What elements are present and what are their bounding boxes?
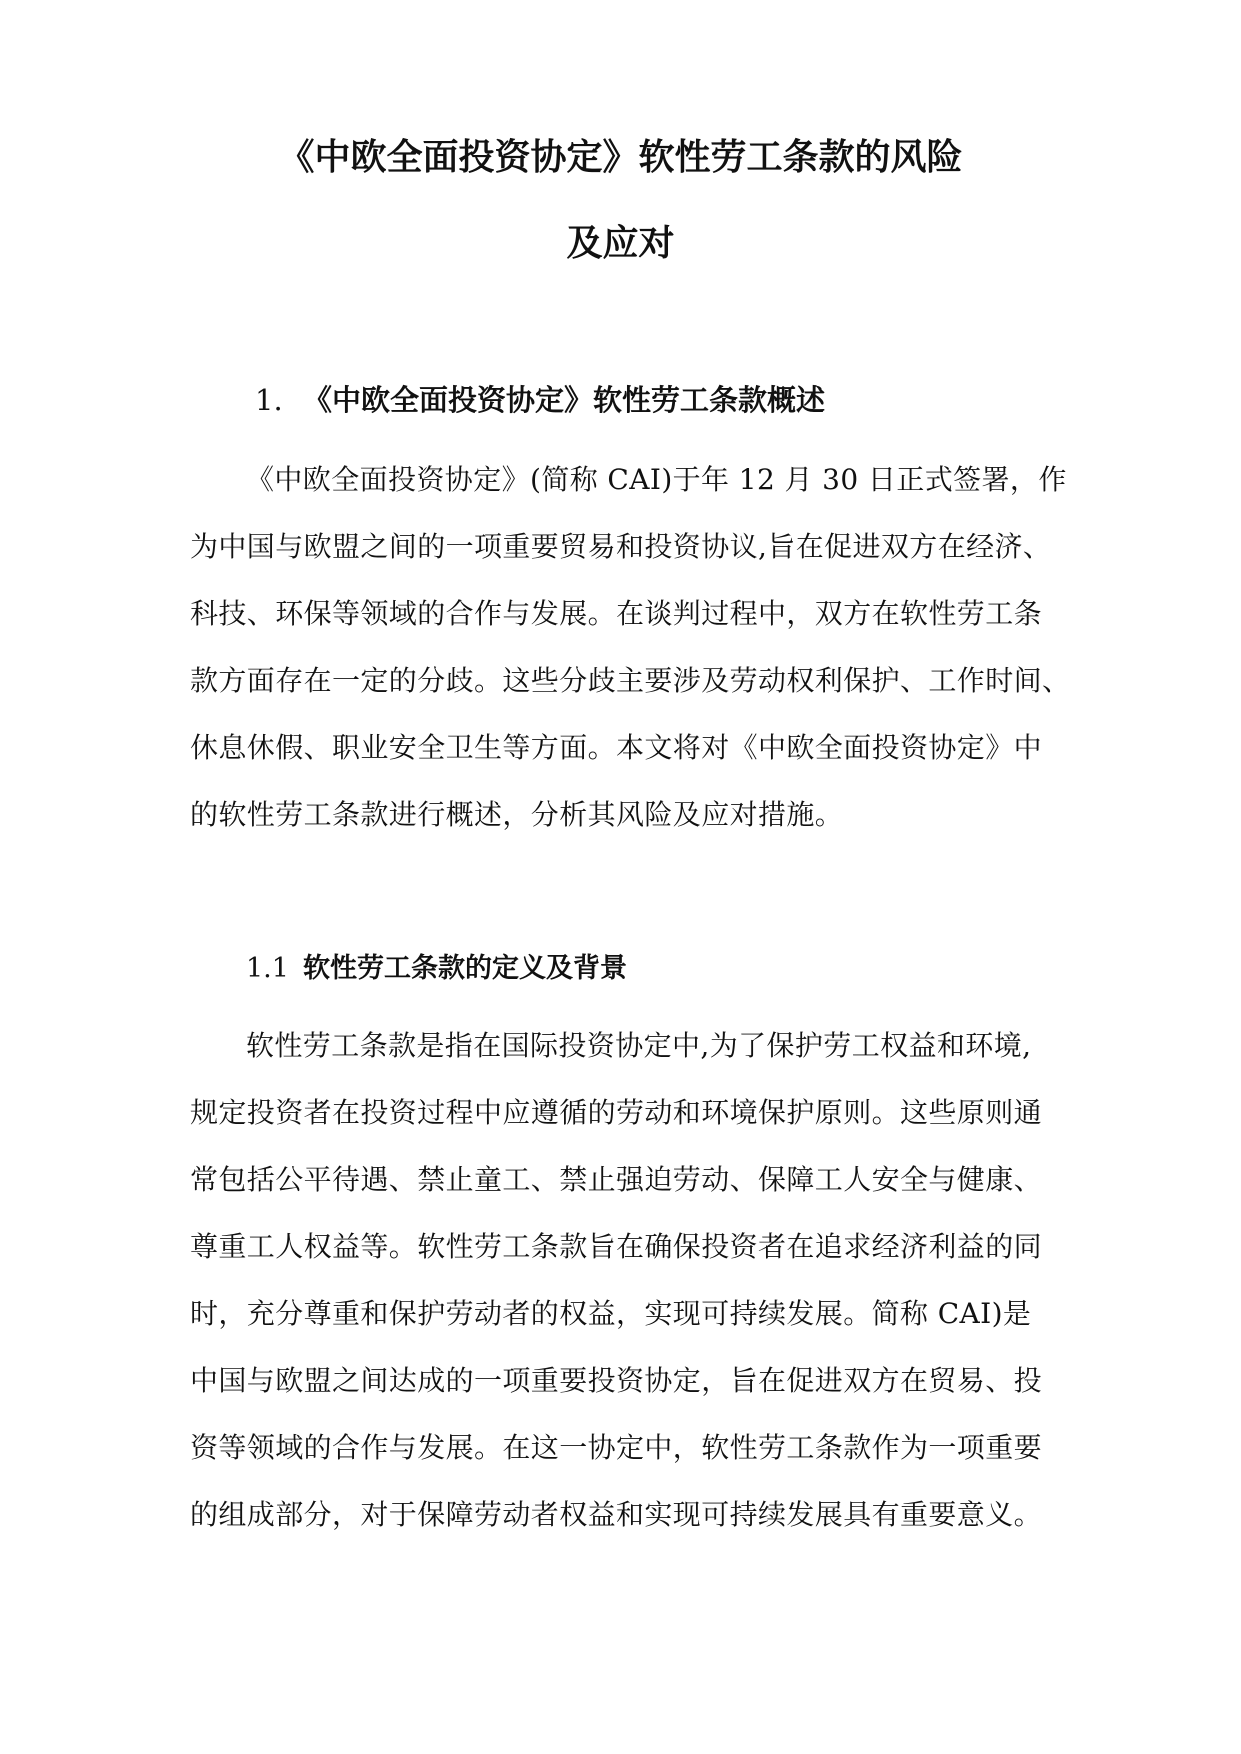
section-1-paragraph-line: 《中欧全面投资协定》(简称 CAI)于年 12 月 30 日正式签署，作: [246, 463, 1067, 496]
section-1-1-heading: [246, 950, 627, 988]
document-title-line-2: 及应对: [566, 223, 675, 264]
section-1-number: 1.: [255, 383, 283, 417]
section-1-1-paragraph-line: 软性劳工条款是指在国际投资协定中,为了保护劳工权益和环境,: [246, 1029, 1032, 1062]
document-title-line-1: 《中欧全面投资协定》软性劳工条款的风险: [278, 137, 963, 178]
section-1-paragraph-line: 的软性劳工条款进行概述，分析其风险及应对措施。: [190, 798, 844, 831]
section-1-paragraph-line: 为中国与欧盟之间的一项重要贸易和投资协议,旨在促进双方在经济、: [190, 530, 1052, 563]
section-1-title: 《中欧全面投资协定》软性劳工条款概述: [303, 383, 826, 417]
section-1-1-paragraph-line: 时，充分尊重和保护劳动者的权益，实现可持续发展。简称 CAI)是: [190, 1297, 1032, 1330]
section-1-heading: [255, 380, 825, 420]
section-1-1-paragraph-line: 规定投资者在投资过程中应遵循的劳动和环境保护原则。这些原则通: [190, 1096, 1043, 1129]
section-1-paragraph-line: 休息休假、职业安全卫生等方面。本文将对《中欧全面投资协定》中: [190, 731, 1043, 764]
section-1-paragraph-line: 款方面存在一定的分歧。这些分歧主要涉及劳动权利保护、工作时间、: [190, 664, 1071, 697]
section-1-1-number: 1.1: [246, 953, 289, 984]
section-1-1-paragraph-line: 中国与欧盟之间达成的一项重要投资协定，旨在促进双方在贸易、投: [190, 1364, 1043, 1397]
section-1-1-paragraph-line: 常包括公平待遇、禁止童工、禁止强迫劳动、保障工人安全与健康、: [190, 1163, 1043, 1196]
section-1-1-paragraph-line: 尊重工人权益等。软性劳工条款旨在确保投资者在追求经济利益的同: [190, 1230, 1043, 1263]
section-1-paragraph-line: 科技、环保等领域的合作与发展。在谈判过程中，双方在软性劳工条: [190, 597, 1043, 630]
section-1-1-paragraph-line: 的组成部分，对于保障劳动者权益和实现可持续发展具有重要意义。: [190, 1498, 1043, 1531]
section-1-1-title: 软性劳工条款的定义及背景: [302, 953, 627, 984]
section-1-1-paragraph-line: 资等领域的合作与发展。在这一协定中，软性劳工条款作为一项重要: [190, 1431, 1043, 1464]
